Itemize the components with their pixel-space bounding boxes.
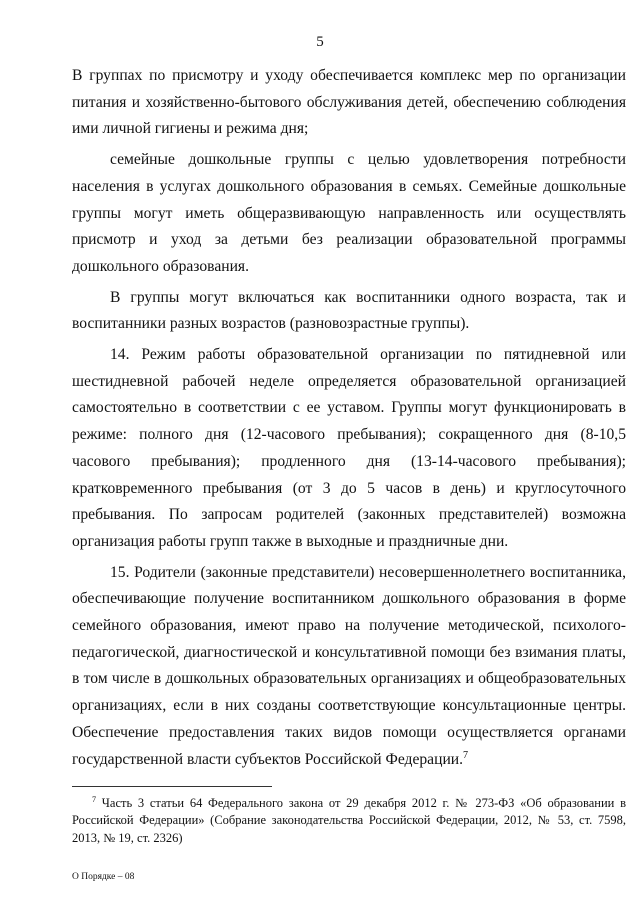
body-text — [72, 63, 626, 777]
paragraph-group-care: В группах по присмотру и уходу обеспечивается комплекс мер по организации питания и хозяйственно-бытового обслуживания детей, обеспечению соблюдения ими личной гигиены и режима дня; — [72, 67, 626, 138]
footnote — [72, 795, 626, 847]
footnote-reference: 7 — [463, 749, 469, 761]
paragraph-family-groups: семейные дошкольные группы с целью удовлетворения потребности населения в услугах дошкольного образования в семьях. Семейные дошкольные группы могут иметь общеразвивающую направленность или осуществлять присмотр и уход за детьми без реализации образовательной программы дошкольного образования. — [72, 151, 626, 275]
footnote-divider — [72, 786, 272, 787]
paragraph-15-parents — [72, 560, 626, 774]
page-number: 5 — [316, 34, 324, 50]
paragraph-15-text: 15. Родители (законные представители) несовершеннолетнего воспитанника, обеспечивающие получение воспитанником дошкольного образования в форме семейного образования, имеют право на получение методической, психолого-педагогической, диагностической и консультативной помощи без взимания платы, в том числе в дошкольных образовательных организациях и общеобразовательных организациях, если в них созданы соответствующие консультационные центры. Обеспечение предоставления таких видов помощи осуществляется органами государственной власти субъектов Российской Федерации. — [72, 563, 626, 768]
paragraph-14-work-mode: 14. Режим работы образовательной организации по пятидневной или шестидневной рабочей неделе определяется образовательной организацией самостоятельно в соответствии с ее уставом. Группы могут функционировать в режиме: полного дня (12-часового пребывания); сокращенного дня (8-10,5 часового пребывания); продленного дня (13-14-часового пребывания); кратковременного пребывания (от 3 до 5 часов в день) и круглосуточного пребывания. По запросам родителей (законных представителей) возможна организация работы групп также в выходные и праздничные дни. — [72, 346, 626, 550]
footnote-text: Часть 3 статьи 64 Федерального закона от 29 декабря 2012 г. № 273-ФЗ «Об образовании в Российской Федерации» (Собрание законодательства Российской Федерации, 2012, № 53, ст. 7598, 2013, № 19, ст. 2326) — [72, 796, 626, 845]
document-code: О Порядке – 08 — [72, 872, 135, 882]
footnote-marker: 7 — [92, 794, 97, 804]
paragraph-group-ages: В группы могут включаться как воспитанники одного возраста, так и воспитанники разных возрастов (разновозрастные группы). — [72, 288, 626, 333]
